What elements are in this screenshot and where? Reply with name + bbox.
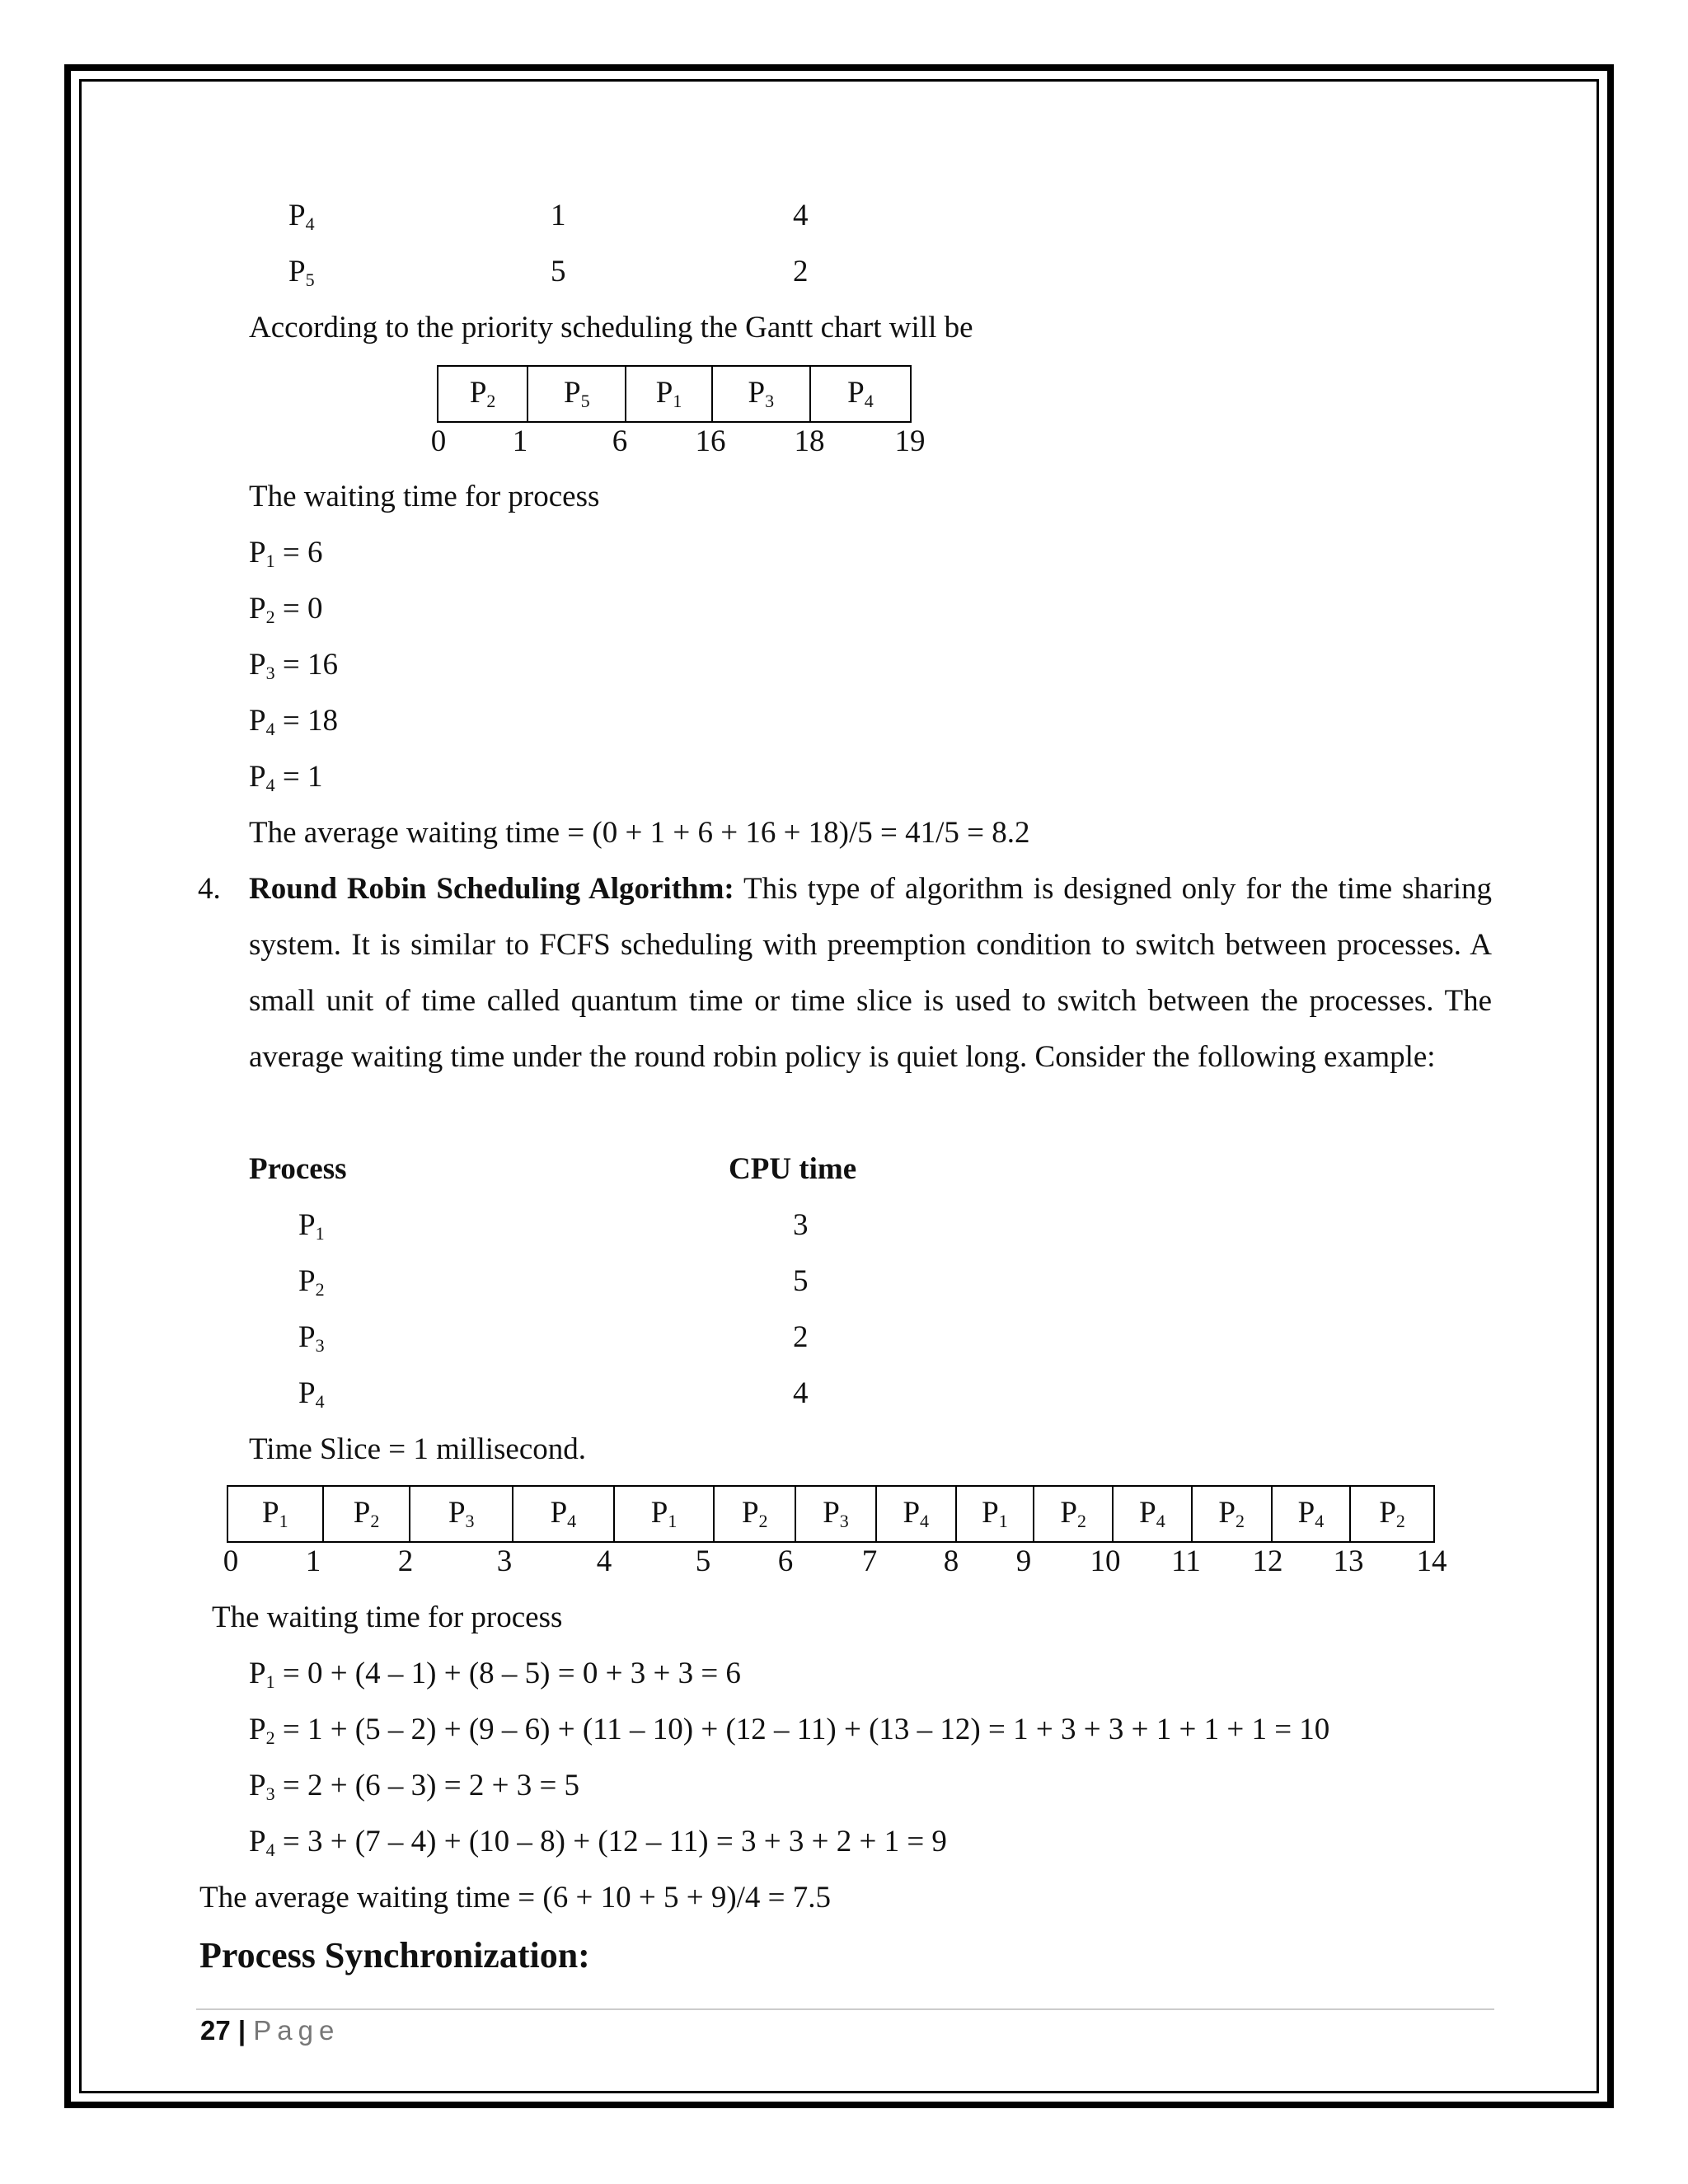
priority-wait-line: $P_3 = 16$: [249, 648, 338, 683]
gantt-tick: 12: [1252, 1544, 1283, 1578]
gantt-cell: $P_3$: [796, 1487, 877, 1541]
rr-col-process: Process: [249, 1152, 347, 1186]
rr-paragraph: [249, 861, 1492, 1085]
gantt-cell: $P_1$: [228, 1487, 324, 1541]
priority-gantt-chart: [437, 365, 912, 423]
top-table-col1: 5: [551, 255, 566, 288]
priority-wait-title: The waiting time for process: [249, 480, 600, 513]
rr-row-proc: $P_3$: [298, 1320, 325, 1356]
rr-row-proc: $P_1$: [298, 1208, 325, 1244]
gantt-tick: 1: [512, 424, 528, 458]
gantt-tick: 1: [305, 1544, 321, 1578]
rr-wait-line: $P_4 = 3 + (7 - 4) + (10 - 8) + (12 - 11) = 3 + 3 + 2 + 1 = 9$: [249, 1825, 947, 1860]
gantt-tick: 6: [777, 1544, 794, 1578]
page-footer: [200, 2013, 340, 2049]
top-table-col1: 1: [551, 199, 566, 232]
gantt-cell: $P_3$: [713, 367, 811, 421]
gantt-tick: 7: [861, 1544, 878, 1578]
top-table-col2: 4: [793, 199, 809, 232]
gantt-tick: 10: [1090, 1544, 1121, 1578]
rr-wait-title: The waiting time for process: [212, 1601, 563, 1634]
gantt-tick: 0: [430, 424, 447, 458]
gantt-cell: $P_4$: [1114, 1487, 1193, 1541]
gantt-tick: 18: [794, 424, 825, 458]
priority-intro: According to the priority scheduling the Gantt chart will be: [249, 311, 973, 344]
gantt-tick: 16: [695, 424, 726, 458]
section-heading: Process Synchronization:: [199, 1935, 590, 1975]
priority-wait-line: $P_1 = 6$: [249, 536, 323, 571]
top-table-proc: $P_4$: [288, 199, 315, 234]
gantt-cell: $P_2$: [324, 1487, 411, 1541]
gantt-cell: $P_5$: [528, 367, 626, 421]
priority-wait-line: $P_4 = 18$: [249, 704, 338, 739]
gantt-cell: $P_2$: [1193, 1487, 1273, 1541]
priority-wait-line: $P_2 = 0$: [249, 592, 323, 627]
footer-separator: |: [230, 2015, 254, 2046]
footer-label: Page: [253, 2015, 340, 2046]
rr-gantt-chart: [227, 1485, 1435, 1543]
gantt-cell: $P_1$: [626, 367, 712, 421]
rr-wait-line: $P_1 = 0 + (4 - 1) + (8 - 5) = 0 + 3 + 3 = 6$: [249, 1657, 741, 1692]
gantt-cell: $P_1$: [615, 1487, 715, 1541]
gantt-cell: $P_2$: [438, 367, 528, 421]
priority-wait-line: $P_4 = 1$: [249, 760, 323, 795]
gantt-tick: 3: [496, 1544, 513, 1578]
priority-average: The average waiting time = (0 + 1 + 6 + 16 + 18)/5 = 41/5 = 8.2: [249, 816, 1030, 850]
footer-divider: [196, 2008, 1494, 2010]
list-number: 4.: [198, 872, 221, 906]
rr-row-proc: $P_2$: [298, 1264, 325, 1300]
rr-title: Round Robin Scheduling Algorithm:: [249, 872, 734, 906]
rr-col-cpu: CPU time: [729, 1152, 857, 1186]
top-table-proc: $P_5$: [288, 255, 315, 290]
rr-row-proc: $P_4$: [298, 1376, 325, 1412]
gantt-cell: $P_1$: [957, 1487, 1035, 1541]
gantt-cell: $P_4$: [847, 376, 874, 411]
top-table-col2: 2: [793, 255, 809, 288]
gantt-cell: $P_2$: [715, 1487, 796, 1541]
rr-row-cpu: 2: [793, 1320, 809, 1354]
gantt-tick: 8: [943, 1544, 959, 1578]
gantt-cell: $P_3$: [410, 1487, 513, 1541]
rr-body: This type of algorithm is designed only for the time sharing system. It is similar to FCFS scheduling with preemption condition to switch between processes. A small unit of time called quantum time or time slice is used to switch between the processes. The average waiting time under the round robin policy is quiet long. Consider the following example:: [249, 872, 1492, 1074]
gantt-tick: 5: [695, 1544, 711, 1578]
gantt-tick: 2: [397, 1544, 414, 1578]
page-number: 27: [200, 2015, 231, 2046]
rr-wait-line: $P_2 = 1 + (5 - 2) + (9 - 6) + (11 - 10) + (12 - 11) + (13 - 12) = 1 + 3 + 3 + 1 + 1 + 1 = 10$: [249, 1713, 1330, 1748]
rr-time-slice: Time Slice = 1 millisecond.: [249, 1432, 587, 1466]
rr-row-cpu: 4: [793, 1376, 809, 1410]
rr-average: The average waiting time = (6 + 10 + 5 + 9)/4 = 7.5: [199, 1881, 832, 1915]
gantt-cell: $P_4$: [1273, 1487, 1352, 1541]
gantt-tick: 19: [894, 424, 926, 458]
gantt-cell: $P_2$: [1379, 1496, 1405, 1531]
gantt-tick: 4: [596, 1544, 612, 1578]
gantt-cell: $P_2$: [1034, 1487, 1114, 1541]
gantt-tick: 14: [1416, 1544, 1447, 1578]
gantt-tick: 11: [1171, 1544, 1201, 1578]
gantt-tick: 6: [612, 424, 628, 458]
gantt-tick: 0: [223, 1544, 239, 1578]
gantt-cell: $P_4$: [877, 1487, 957, 1541]
gantt-tick: 13: [1333, 1544, 1364, 1578]
gantt-cell: $P_4$: [513, 1487, 615, 1541]
rr-row-cpu: 5: [793, 1264, 809, 1298]
rr-row-cpu: 3: [793, 1208, 809, 1242]
rr-wait-line: $P_3 = 2 + (6 - 3) = 2 + 3 = 5$: [249, 1769, 580, 1804]
gantt-tick: 9: [1015, 1544, 1032, 1578]
